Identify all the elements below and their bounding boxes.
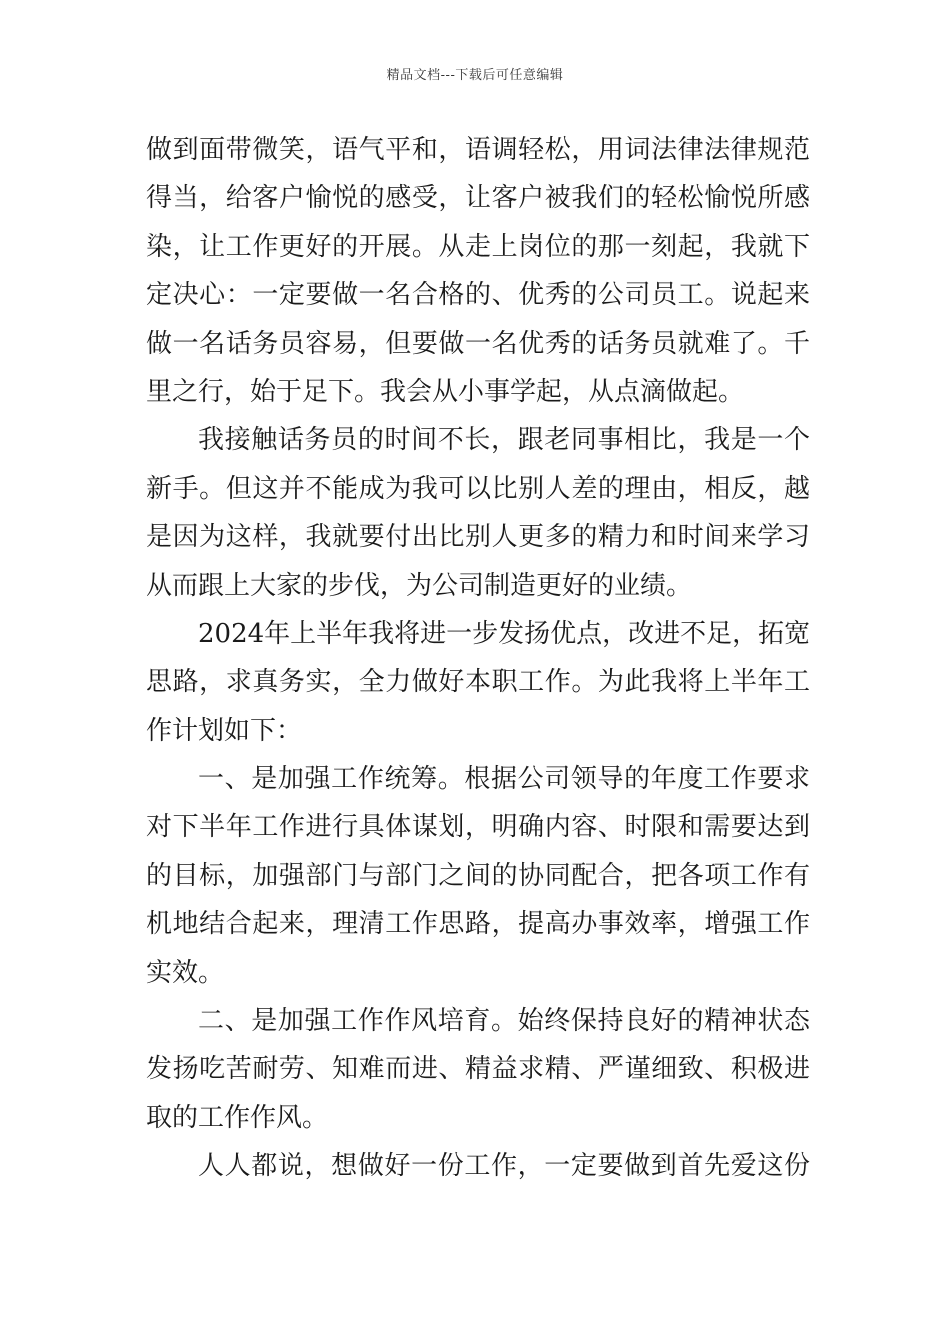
text-line: 定决心：一定要做一名合格的、优秀的公司员工。说起来 — [146, 280, 810, 311]
text-line: 一、是加强工作统筹。根据公司领导的年度工作要求 — [198, 764, 810, 795]
text-line: 发扬吃苦耐劳、知难而进、精益求精、严谨细致、积极进 — [146, 1054, 810, 1085]
text-line: 新手。但这并不能成为我可以比别人差的理由，相反，越 — [146, 473, 810, 504]
paragraph-5 — [146, 997, 810, 1142]
text-line: 得当，给客户愉悦的感受，让客户被我们的轻松愉悦所感 — [146, 183, 810, 214]
text-line: 做到面带微笑，语气平和，语调轻松，用词法律法律规范 — [146, 135, 810, 165]
text-line: 染，让工作更好的开展。从走上岗位的那一刻起，我就下 — [146, 231, 810, 262]
text-line: 作计划如下： — [146, 715, 303, 746]
page-header: 精品文档---下载后可任意编辑 — [386, 68, 564, 83]
text-line: 里之行，始于足下。我会从小事学起，从点滴做起。 — [146, 376, 745, 407]
text-line: 机地结合起来，理清工作思路，提高办事效率，增强工作 — [146, 909, 810, 940]
paragraph-1 — [146, 126, 810, 416]
text-line: 取的工作作风。 — [146, 1102, 329, 1133]
text-line: 做一名话务员容易，但要做一名优秀的话务员就难了。千 — [146, 328, 810, 359]
paragraph-2 — [146, 416, 810, 610]
text-line: 人人都说，想做好一份工作，一定要做到首先爱这份 — [198, 1151, 810, 1182]
text-line: 我接触话务员的时间不长，跟老同事相比，我是一个 — [198, 425, 810, 456]
text-line: 二、是加强工作作风培育。始终保持良好的精神状态 — [198, 1006, 810, 1037]
text-line: 是因为这样，我就要付出比别人更多的精力和时间来学习 — [146, 522, 810, 553]
text-line: 的目标，加强部门与部门之间的协同配合，把各项工作有 — [146, 860, 810, 891]
text-line: 从而跟上大家的步伐，为公司制造更好的业绩。 — [146, 570, 693, 601]
text-line: 2024年上半年我将进一步发扬优点，改进不足，拓宽 — [198, 618, 810, 649]
paragraph-3 — [146, 610, 810, 755]
paragraph-6 — [146, 1142, 810, 1190]
text-line: 思路，求真务实，全力做好本职工作。为此我将上半年工 — [146, 667, 810, 698]
paragraph-4 — [146, 755, 810, 997]
text-line: 实效。 — [146, 957, 225, 988]
document-body — [146, 126, 810, 1191]
text-line: 对下半年工作进行具体谋划，明确内容、时限和需要达到 — [146, 812, 810, 843]
